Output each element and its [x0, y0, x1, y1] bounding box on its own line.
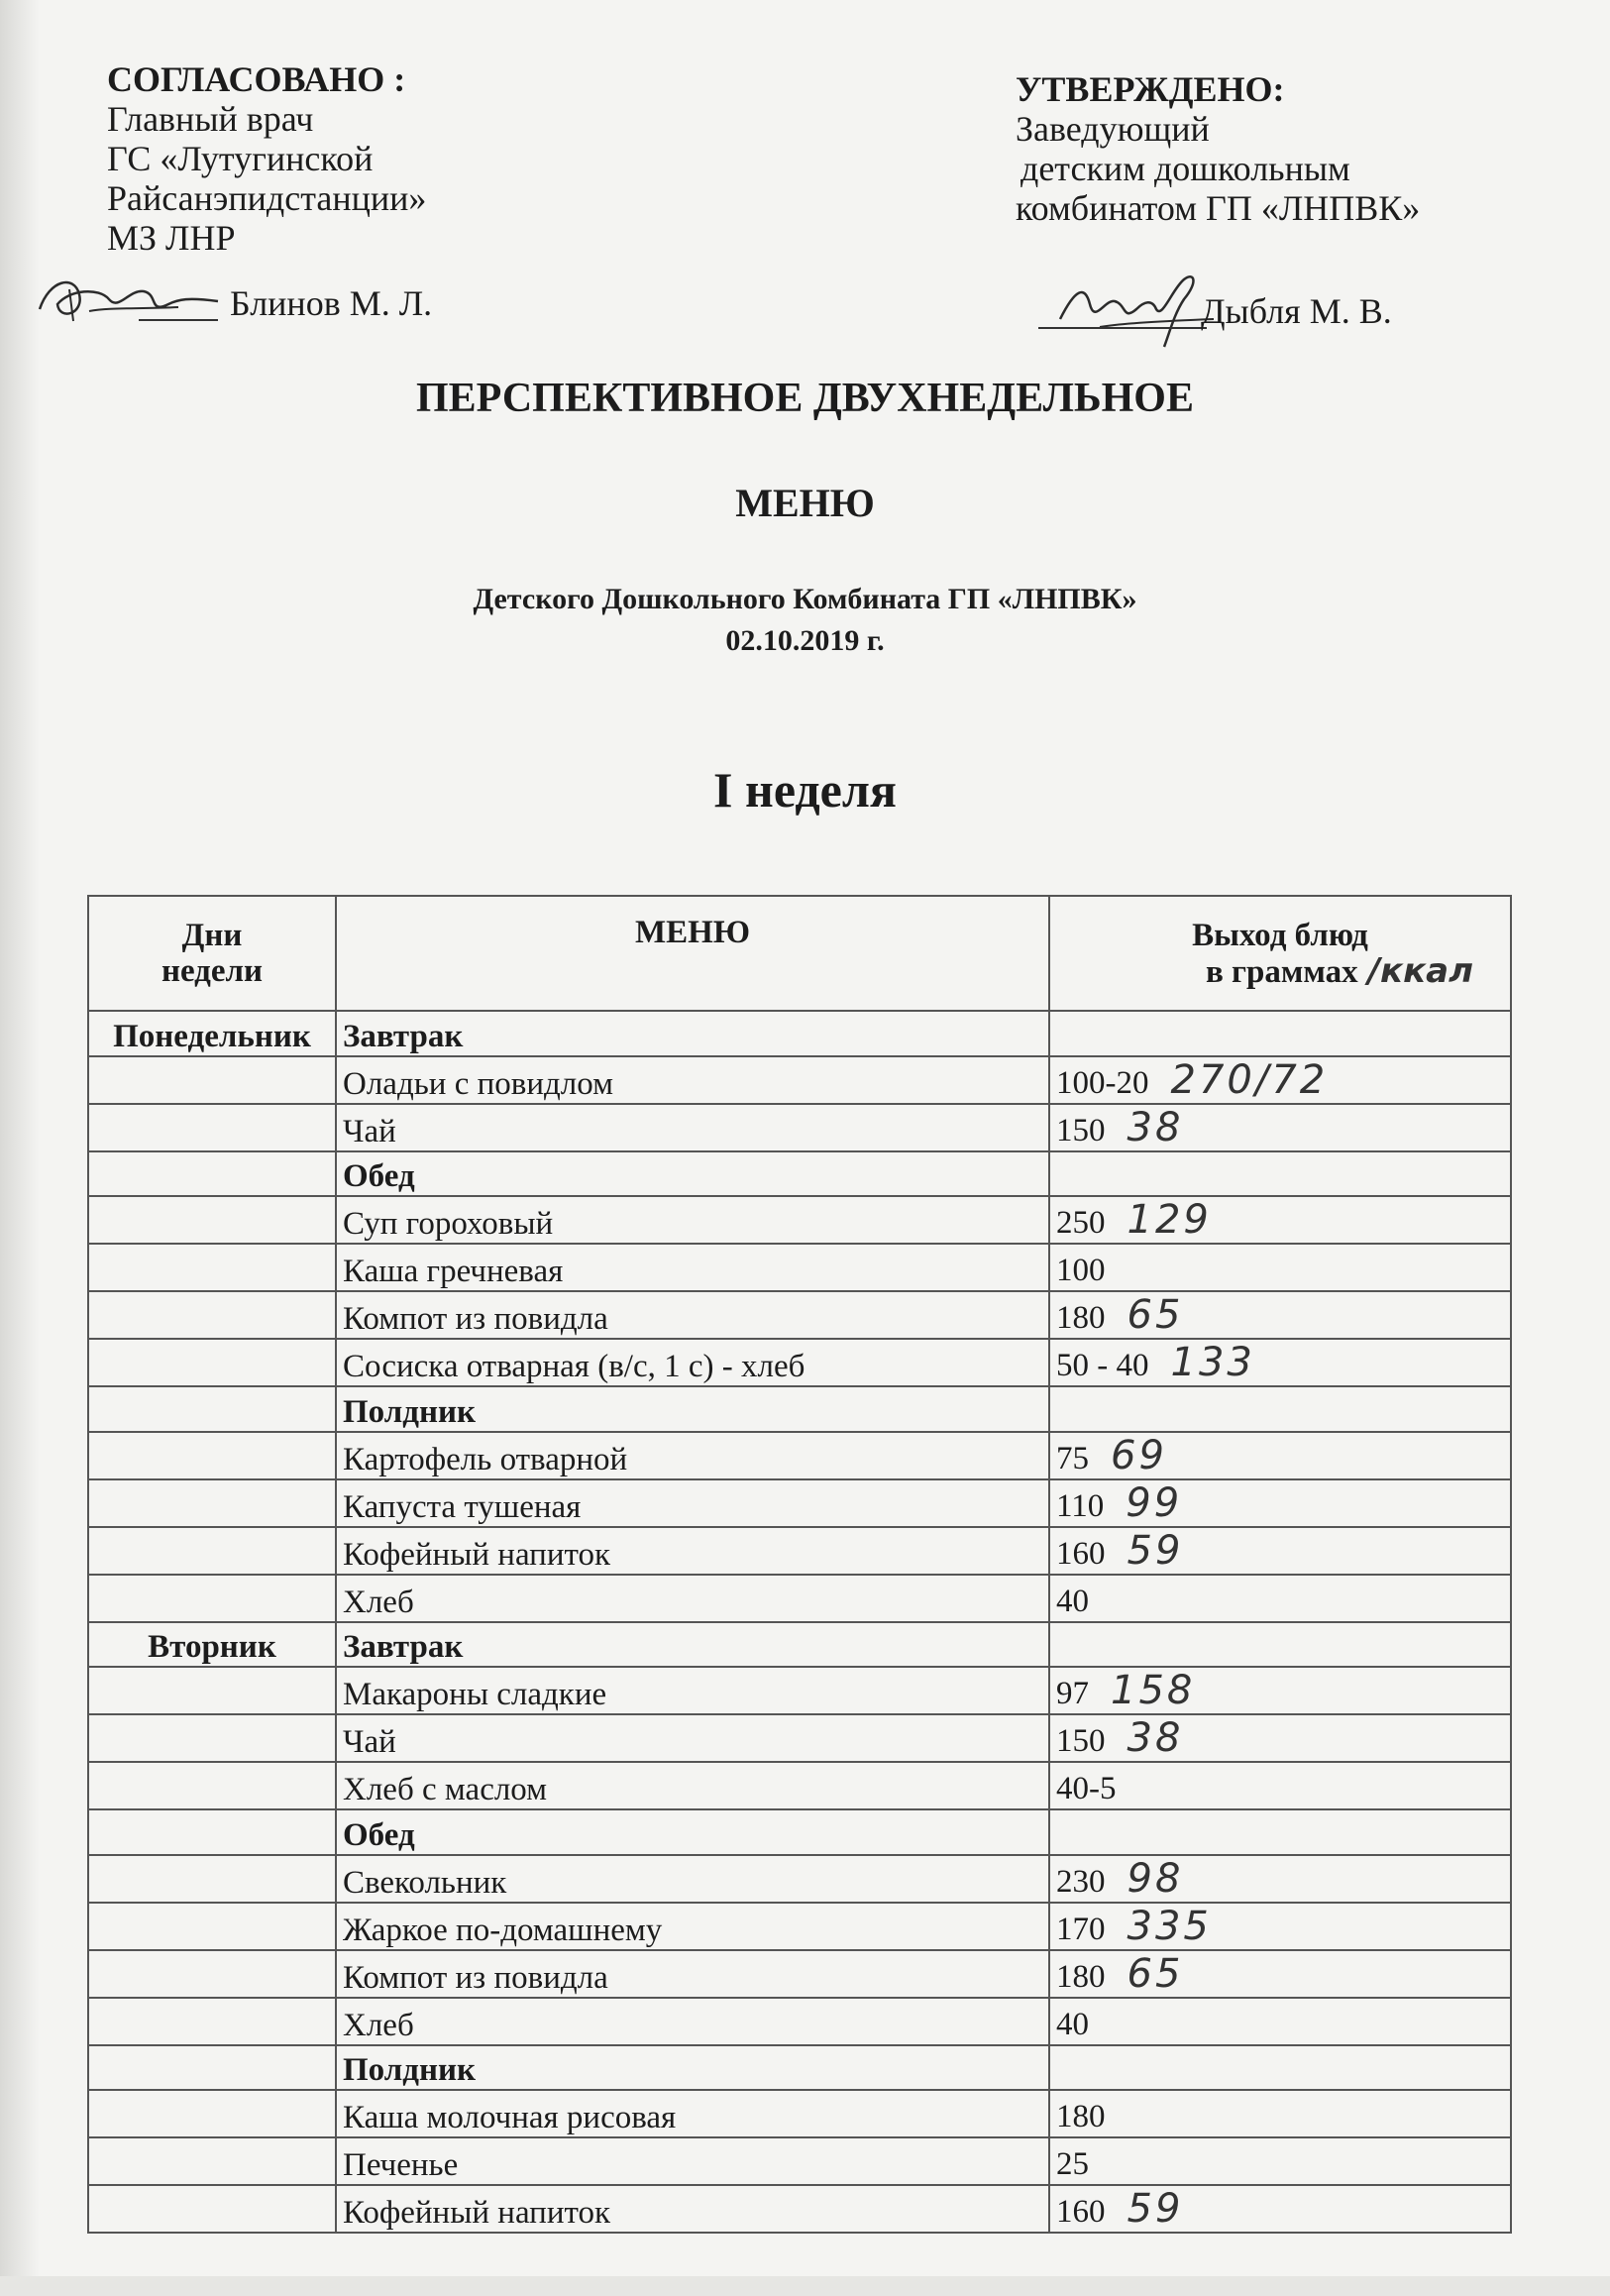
- portion-grams: 25: [1056, 2146, 1089, 2182]
- portion-cell: [1049, 2137, 1511, 2185]
- day-cell-empty: [88, 1762, 336, 1809]
- approval-block-left: [107, 59, 426, 258]
- portion-grams: 180: [1056, 2099, 1106, 2134]
- day-cell-empty: [88, 1809, 336, 1855]
- dish-row: [88, 1479, 1511, 1527]
- meal-heading-row: [88, 1011, 1511, 1056]
- dish-row: [88, 1575, 1511, 1622]
- portion-cell: [1049, 1527, 1511, 1575]
- week-heading: I неделя: [713, 762, 897, 818]
- portion-cell: [1049, 2090, 1511, 2137]
- approval-line: ГС «Лутугинской: [107, 139, 374, 178]
- signature-right: [1045, 260, 1224, 349]
- portion-grams: 50 - 40: [1056, 1348, 1149, 1383]
- kcal-handwritten: 59: [1127, 1527, 1184, 1574]
- dish-row: [88, 1762, 1511, 1809]
- meal-name: Полдник: [336, 2045, 1049, 2091]
- day-cell-empty: [88, 1950, 336, 1998]
- kcal-handwritten: 38: [1127, 1104, 1184, 1150]
- meal-heading-row: [88, 1809, 1511, 1855]
- header-output-line1: Выход блюд: [1192, 917, 1368, 953]
- kcal-handwritten: 65: [1127, 1292, 1184, 1338]
- portion-cell: [1049, 1998, 1511, 2045]
- dish-row: [88, 1291, 1511, 1339]
- approval-heading-left: СОГЛАСОВАНО :: [107, 59, 406, 99]
- portion-grams: 160: [1056, 1535, 1106, 1572]
- meal-heading-row: [88, 2045, 1511, 2091]
- approval-block-right: [1016, 69, 1420, 228]
- menu-table: [87, 895, 1512, 2234]
- portion-grams: 230: [1056, 1863, 1106, 1900]
- dish-name: Печенье: [336, 2137, 1049, 2185]
- dish-row: [88, 1950, 1511, 1998]
- dish-name: Макароны сладкие: [336, 1667, 1049, 1714]
- portion-grams: 75: [1056, 1440, 1089, 1476]
- signature-line-left: [139, 319, 218, 321]
- portion-grams: 150: [1056, 1723, 1106, 1759]
- kcal-handwritten: 335: [1127, 1903, 1212, 1949]
- day-name: Вторник: [88, 1622, 336, 1668]
- meal-name: Полдник: [336, 1386, 1049, 1432]
- approval-line: Заведующий: [1016, 109, 1210, 149]
- day-cell-empty: [88, 1667, 336, 1714]
- dish-row: [88, 2137, 1511, 2185]
- approval-line: МЗ ЛНР: [107, 218, 236, 258]
- portion-cell: [1049, 1479, 1511, 1527]
- day-cell-empty: [88, 1339, 336, 1386]
- document-title: ПЕРСПЕКТИВНОЕ ДВУХНЕДЕЛЬНОЕ: [416, 376, 1194, 421]
- portion-cell: [1049, 1667, 1511, 1714]
- column-header-days: [88, 896, 336, 1011]
- signature-left: [30, 260, 228, 339]
- day-cell-empty: [88, 1432, 336, 1479]
- portion-grams: 100-20: [1056, 1064, 1149, 1101]
- portion-cell: [1049, 1104, 1511, 1151]
- day-cell-empty: [88, 1479, 336, 1527]
- day-cell-empty: [88, 2185, 336, 2233]
- day-cell-empty: [88, 1244, 336, 1291]
- header-output-line2: в граммах: [1205, 953, 1358, 990]
- dish-row: [88, 1432, 1511, 1479]
- dish-row: [88, 1903, 1511, 1950]
- portion-cell: [1049, 1339, 1511, 1386]
- table-header-row: [88, 896, 1511, 1011]
- portion-grams: 160: [1056, 2194, 1106, 2230]
- header-days-line1: Дни: [181, 918, 243, 953]
- portion-cell: [1049, 1011, 1511, 1056]
- dish-name: Картофель отварной: [336, 1432, 1049, 1479]
- portion-cell: [1049, 1714, 1511, 1762]
- day-cell-empty: [88, 1104, 336, 1151]
- signature-line-right: [1038, 327, 1207, 329]
- meal-heading-row: [88, 1151, 1511, 1197]
- kcal-handwritten: 98: [1127, 1855, 1184, 1902]
- portion-cell: [1049, 1950, 1511, 1998]
- portion-cell: [1049, 1622, 1511, 1668]
- dish-name: Каша молочная рисовая: [336, 2090, 1049, 2137]
- kcal-handwritten: 65: [1127, 1950, 1184, 1997]
- dish-name: Компот из повидла: [336, 1950, 1049, 1998]
- dish-name: Свекольник: [336, 1855, 1049, 1903]
- portion-grams: 40: [1056, 1583, 1089, 1619]
- meal-name: Завтрак: [336, 1622, 1049, 1668]
- scan-bottom-band: [0, 2276, 1610, 2296]
- dish-name: Кофейный напиток: [336, 1527, 1049, 1575]
- day-cell-empty: [88, 2090, 336, 2137]
- meal-heading-row: [88, 1622, 1511, 1668]
- dish-name: Капуста тушеная: [336, 1479, 1049, 1527]
- dish-name: Кофейный напиток: [336, 2185, 1049, 2233]
- dish-row: [88, 2090, 1511, 2137]
- day-cell-empty: [88, 1903, 336, 1950]
- header-days-line2: недели: [161, 953, 264, 989]
- column-header-menu: МЕНЮ: [336, 896, 1049, 1011]
- day-name: Понедельник: [88, 1011, 336, 1056]
- day-cell-empty: [88, 1527, 336, 1575]
- day-cell-empty: [88, 1056, 336, 1104]
- dish-name: Компот из повидла: [336, 1291, 1049, 1339]
- dish-name: Оладьи с повидлом: [336, 1056, 1049, 1104]
- dish-name: Жаркое по-домашнему: [336, 1903, 1049, 1950]
- portion-cell: [1049, 1196, 1511, 1244]
- approval-line: комбинатом ГП «ЛНПВК»: [1016, 188, 1421, 228]
- portion-cell: [1049, 1056, 1511, 1104]
- kcal-handwritten: 270/72: [1170, 1056, 1329, 1103]
- signer-right: [1201, 291, 1392, 331]
- menu-table-body: [88, 1011, 1511, 2233]
- document-subtitle-menu: МЕНЮ: [735, 481, 875, 525]
- header-kcal-note: /ккал: [1367, 950, 1474, 991]
- portion-cell: [1049, 1855, 1511, 1903]
- meal-heading-row: [88, 1386, 1511, 1432]
- organization-name: Детского Дошкольного Комбината ГП «ЛНПВК»: [473, 583, 1137, 615]
- portion-cell: [1049, 1432, 1511, 1479]
- approval-line: Главный врач: [107, 99, 314, 139]
- day-cell-empty: [88, 2137, 336, 2185]
- dish-name: Чай: [336, 1714, 1049, 1762]
- kcal-handwritten: 59: [1127, 2186, 1184, 2232]
- portion-cell: [1049, 1575, 1511, 1622]
- portion-cell: [1049, 1809, 1511, 1855]
- dish-name: Суп гороховый: [336, 1196, 1049, 1244]
- dish-name: Каша гречневая: [336, 1244, 1049, 1291]
- portion-cell: [1049, 1291, 1511, 1339]
- signer-name-left: Блинов М. Л.: [230, 283, 433, 323]
- approval-line: Райсанэпидстанции»: [107, 178, 427, 218]
- dish-row: [88, 1714, 1511, 1762]
- portion-cell: [1049, 2185, 1511, 2233]
- document-date: 02.10.2019 г.: [725, 624, 885, 657]
- kcal-handwritten: 69: [1111, 1432, 1167, 1478]
- dish-row: [88, 2185, 1511, 2233]
- portion-grams: 40: [1056, 2006, 1089, 2042]
- day-cell-empty: [88, 1575, 336, 1622]
- day-cell-empty: [88, 1998, 336, 2045]
- portion-cell: [1049, 1151, 1511, 1197]
- approval-heading-right: УТВЕРЖДЕНО:: [1016, 69, 1285, 109]
- dish-row: [88, 1104, 1511, 1151]
- kcal-handwritten: 99: [1126, 1479, 1183, 1526]
- portion-cell: [1049, 1903, 1511, 1950]
- kcal-handwritten: 133: [1170, 1340, 1255, 1385]
- dish-row: [88, 1339, 1511, 1386]
- portion-grams: 170: [1056, 1911, 1106, 1947]
- day-cell-empty: [88, 2045, 336, 2091]
- day-cell-empty: [88, 1151, 336, 1197]
- portion-grams: 110: [1056, 1487, 1105, 1524]
- day-cell-empty: [88, 1855, 336, 1903]
- kcal-handwritten: 158: [1111, 1668, 1196, 1713]
- column-header-output: [1049, 896, 1511, 1011]
- dish-name: Чай: [336, 1104, 1049, 1151]
- portion-cell: [1049, 2045, 1511, 2091]
- portion-grams: 40-5: [1056, 1771, 1117, 1806]
- portion-grams: 180: [1056, 1958, 1106, 1995]
- portion-grams: 180: [1056, 1300, 1106, 1336]
- portion-cell: [1049, 1762, 1511, 1809]
- portion-grams: 250: [1056, 1205, 1106, 1241]
- portion-grams: 97: [1056, 1676, 1089, 1711]
- day-cell-empty: [88, 1291, 336, 1339]
- portion-grams: 150: [1056, 1112, 1106, 1148]
- portion-grams: 100: [1056, 1253, 1106, 1288]
- dish-name: Хлеб: [336, 1998, 1049, 2045]
- dish-name: Сосиска отварная (в/с, 1 с) - хлеб: [336, 1339, 1049, 1386]
- dish-name: Хлеб с маслом: [336, 1762, 1049, 1809]
- scan-edge-shadow: [0, 0, 40, 2296]
- day-cell-empty: [88, 1386, 336, 1432]
- portion-cell: [1049, 1244, 1511, 1291]
- day-cell-empty: [88, 1714, 336, 1762]
- dish-row: [88, 1998, 1511, 2045]
- dish-row: [88, 1196, 1511, 1244]
- day-cell-empty: [88, 1196, 336, 1244]
- signer-name-right: Дыбля М. В.: [1201, 291, 1392, 331]
- dish-row: [88, 1527, 1511, 1575]
- dish-row: [88, 1667, 1511, 1714]
- signer-left: [230, 283, 432, 323]
- meal-name: Обед: [336, 1809, 1049, 1855]
- dish-row: [88, 1244, 1511, 1291]
- dish-name: Хлеб: [336, 1575, 1049, 1622]
- meal-name: Завтрак: [336, 1011, 1049, 1056]
- meal-name: Обед: [336, 1151, 1049, 1197]
- kcal-handwritten: 129: [1127, 1197, 1212, 1243]
- dish-row: [88, 1056, 1511, 1104]
- portion-cell: [1049, 1386, 1511, 1432]
- dish-row: [88, 1855, 1511, 1903]
- kcal-handwritten: 38: [1127, 1715, 1184, 1761]
- approval-line: детским дошкольным: [1020, 149, 1350, 188]
